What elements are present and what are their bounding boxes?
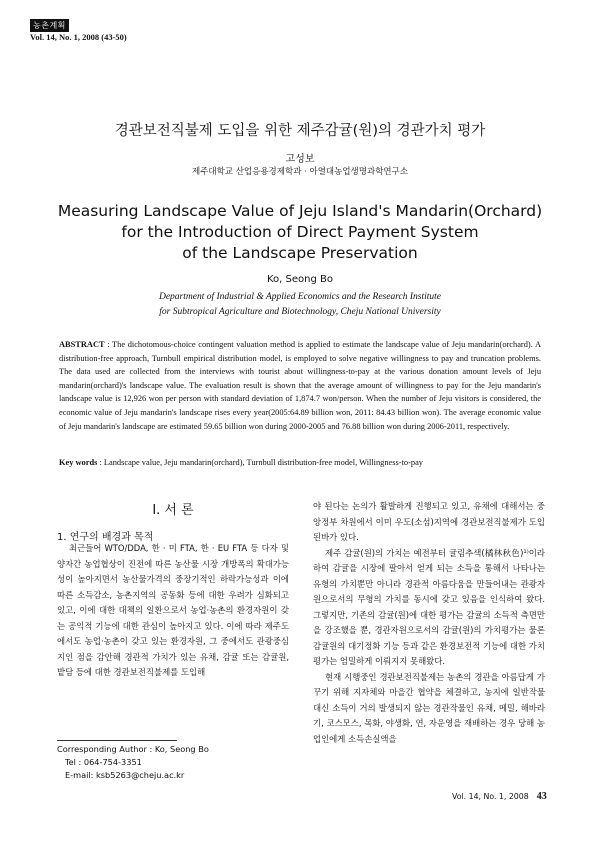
body-paragraph: 제주 감귤(원)의 가치는 예전부터 귤림추색(橘林秋色)¹⁾이라하여 감귤을 시장에 팔아서 얻게 되는 소득을 통해서 나타나는 유형의 가치뿐만 아니라 경관적 아름다움을 만들어내는 관광자원으로서의 무형의 가치를 동시에 갖고 있음을 인식하여 왔다. 그렇지만, 기존의 감귤(원)에 대한 평가는 감귤의 소득적 측면만을 강조했을 뿐, 경관자원으로서의 감귤(원)의 가치평가는 물론 감귤원의 대기정화 기능 등과 같은 환경보전적 기능에 대한 가치평가는 엄밀하게 이뤄지지 못해왔다.: [313, 547, 545, 666]
english-author: Ko, Seong Bo: [267, 274, 333, 285]
page-number: 43: [536, 791, 547, 802]
english-title: [0, 201, 600, 264]
footer-issue: Vol. 14, No. 1, 2008: [452, 792, 529, 801]
body-paragraph: 야 된다는 논의가 활발하게 진행되고 있고, 유채에 대해서는 중앙정부 차원에서 이미 우도(소섬)지역에 경관보전직불제가 도입된바가 있다.: [313, 501, 545, 542]
korean-author: 고성보: [285, 154, 315, 165]
abstract-label: ABSTRACT: [59, 340, 105, 349]
body-paragraph: 현재 시행중인 경관보전직불제는 농촌의 경관을 아름답게 가꾸기 위해 지자체와 마을간 협약을 체결하고, 농지에 일반작물 대신 소득이 거의 발생되지 않는 경관작물인 유채, 메밀, 해바라기, 코스모스, 목화, 야생화, 연, 자운영을 재배하는 경우 당해 농업인에게 소득손실액을: [313, 671, 545, 744]
abstract: [59, 338, 541, 433]
keywords-label: Key words: [59, 458, 98, 467]
keywords: [59, 458, 541, 467]
korean-title: 경관보전직불제 도입을 위한 제주감귤(원)의 경관가치 평가: [114, 123, 486, 139]
footnote-divider: [57, 740, 177, 741]
body-paragraph: 최근들어 WTO/DDA, 한 · 미 FTA, 한 · EU FTA 등 다자 및 양자간 농업협상이 진전에 따른 농산물 시장 개방폭의 확대가능성이 높아지면서 농산물가격의 중장기적인 하락가능성과 이에 따른 소득감소, 농촌지역의 공동화 등에 대한 우려가 심화되고 있고, 이에 대한 대책의 일환으로서 농업·농촌의 환경자원이 갖는 공익적 기능에 대한 관심이 높아지고 있다. 이에 따라 제주도에서도 농업·농촌이 갖고 있는 환경자원, 그 중에서도 관광중심지인 점을 감안해 경관적 가치가 있는 유채, 감귤 또는 감귤원, 밭담 등에 대한 경관보전직불제를 도입해: [57, 543, 289, 677]
section-heading: I. 서 론: [152, 503, 194, 518]
journal-tag: 농촌계획: [30, 19, 69, 32]
corresponding-tel: Tel : 064-754-3351: [65, 757, 142, 767]
keywords-text: : Landscape value, Jeju mandarin(orchard), Turnbull distribution-free model, Willingness-to-pay: [97, 458, 423, 467]
abstract-text: : The dichotomous-choice contingent valuation method is applied to estimate the landscape value of Jeju mandarin(orchard). A distribution-free approach, Turnbull empirical distribution model, is employed to solve negative willingness to pay and truncation problems. The data used are collected from the interviews with tourist about willingness-to-pay at the various donation amount levels of Jeju mandarin(orchard)'s landscape value. The evaluation result is shown that the average amount of willingness to pay for the Jeju mandarin's landscape value is 12,926 won per person with standard deviation of 1,874.7 won/person. When the number of Jeju visitors is considered, the economic value of Jeju mandarin's landscape rises every year(2005:64.89 billion won, 2011: 84.43 billion won). The average economic value of Jeju mandarin's landscape are estimated 59.65 billion won during 2000-2005 and 76.88 billion won during 2006-2011, respectively.: [59, 340, 541, 431]
english-title-line: of the Landscape Preservation: [182, 244, 418, 262]
english-affiliation-line: for Subtropical Agriculture and Biotechnology, Cheju National University: [159, 307, 441, 317]
english-affiliation-line: Department of Industrial & Applied Economics and the Research Institute: [158, 292, 442, 302]
english-title-line: for the Introduction of Direct Payment System: [121, 223, 479, 241]
korean-affiliation: 제주대학교 산업응용경제학과 · 아열대농업생명과학연구소: [191, 167, 409, 177]
subsection-heading: 1. 연구의 배경과 목적: [57, 532, 154, 543]
page-footer: [452, 791, 547, 802]
corresponding-author: Corresponding Author : Ko, Seong Bo: [57, 744, 209, 754]
english-affiliation: [0, 290, 600, 320]
left-column: [57, 541, 289, 681]
correspondence-block: [57, 743, 209, 782]
journal-volume-info: Vol. 14, No. 1, 2008 (43-50): [30, 32, 127, 42]
right-column: [313, 499, 545, 747]
corresponding-email: E-mail: ksb5263@cheju.ac.kr: [65, 770, 185, 780]
english-title-line: Measuring Landscape Value of Jeju Island's Mandarin(Orchard): [57, 202, 543, 220]
